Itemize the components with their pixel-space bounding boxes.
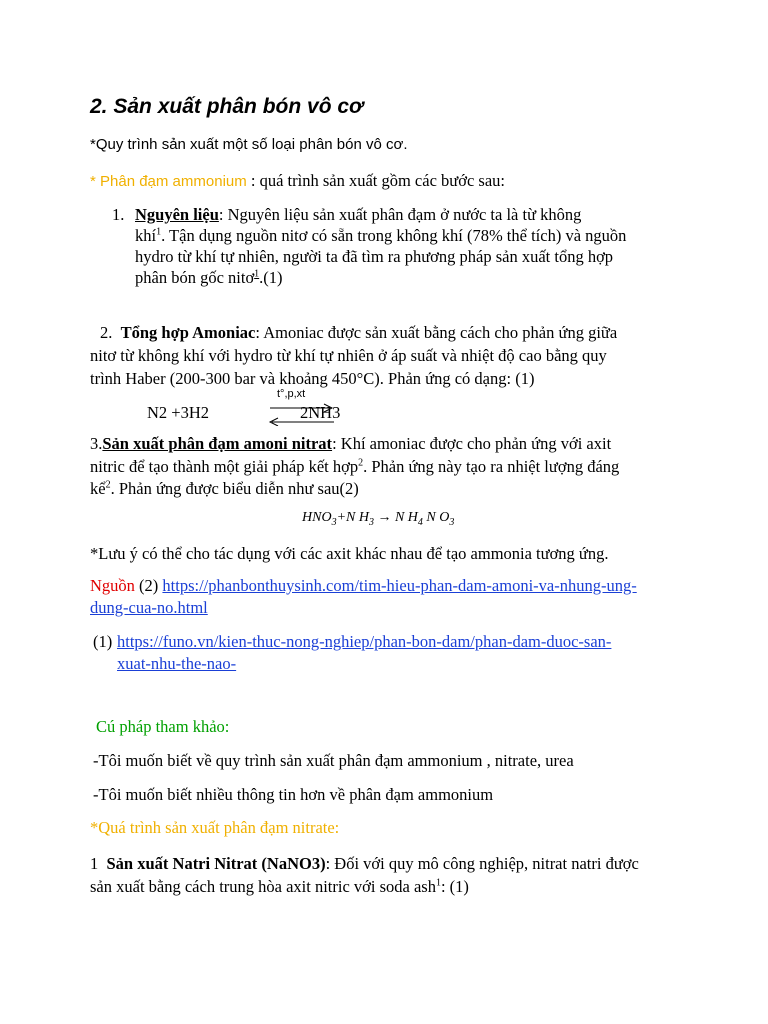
eq-arrow-icon: →: [377, 510, 392, 525]
step1-text2a: khí: [135, 226, 157, 245]
step1-text4a: phân bón gốc nitơ: [135, 268, 255, 287]
syntax-item-1: -Tôi muốn biết về quy trình sản xuất phân đạm ammonium , nitrate, urea: [93, 751, 574, 770]
source2-ref: (2): [134, 576, 163, 595]
nitrate-intro: *Quá trình sản xuất phân đạm nitrate:: [90, 818, 340, 837]
step3-text2a: nitric để tạo thành một giải pháp kết hợp: [90, 457, 359, 476]
reaction1-condition: t°,p,xt: [277, 388, 306, 400]
source2-link-cont[interactable]: dung-cua-no.html: [90, 598, 208, 617]
eq-plus: +: [336, 510, 347, 525]
step3-text3a: kể: [90, 479, 106, 498]
reaction1-left: N2 +3H2: [147, 403, 210, 422]
eq-nh-sub: 3: [368, 516, 374, 528]
ammonium-label: * Phân đạm ammonium: [90, 173, 247, 190]
source1-link-cont[interactable]: xuat-nhu-the-nao-: [117, 654, 237, 673]
section-subtitle: *Quy trình sản xuất một số loại phân bón vô cơ.: [90, 136, 408, 153]
step1-number: 1.: [112, 205, 125, 224]
step3-text2b: . Phản ứng này tạo ra nhiệt lượng đáng: [363, 457, 620, 476]
nitrate-step1-text1: : Đối với quy mô công nghiệp, nitrat natri được: [325, 854, 639, 873]
nitrate-step1-number: 1: [90, 854, 99, 873]
reaction1-right: 2NH3: [300, 403, 341, 422]
step3-text1: : Khí amoniac được cho phản ứng với axit: [332, 434, 612, 453]
eq-nh4-sub: 4: [417, 516, 423, 528]
step1-line3: hydro từ khí tự nhiên, người ta đã tìm ra phương pháp sản xuất tổng hợp: [135, 247, 614, 266]
nitrate-step1-text2b: : (1): [440, 877, 469, 896]
source1-link[interactable]: https://funo.vn/kien-thuc-nong-nghiep/phan-bon-dam/phan-dam-duoc-san-: [117, 632, 612, 651]
source1-line1[interactable]: [117, 631, 611, 653]
step3-sup1: 2: [358, 457, 364, 469]
reaction2-equation: [302, 510, 454, 528]
step3-text3b: . Phản ứng được biểu diễn như sau(2): [110, 479, 359, 498]
step2-text1: : Amoniac được sản xuất bằng cách cho phản ứng giữa: [255, 323, 618, 342]
nitrate-step1-line1: [90, 853, 639, 875]
ammonium-rest: : quá trình sản xuất gồm các bước sau:: [246, 171, 505, 190]
step3-sup2: 2: [105, 479, 111, 491]
syntax-item-2: -Tôi muốn biết nhiều thông tin hơn về phân đạm ammonium: [93, 785, 494, 804]
ammonium-intro: [90, 170, 505, 193]
step3-line3: [90, 478, 359, 500]
source2-line1: [90, 575, 637, 597]
step1-line4: [135, 267, 283, 289]
source1-line2[interactable]: [117, 653, 236, 675]
step2-number: 2.: [100, 323, 113, 342]
nitrate-step1-title: Sản xuất Natri Nitrat (NaNO3): [106, 854, 326, 873]
eq-nh4: N H: [394, 510, 418, 525]
step1-line2: [135, 225, 626, 247]
eq-hno-sub: 3: [331, 516, 337, 528]
step1-line1: [135, 204, 581, 226]
step3-line1: [90, 433, 611, 455]
step3-number: 3.: [90, 434, 103, 453]
eq-no: N O: [426, 510, 450, 525]
equilibrium-arrow-icon: [268, 402, 340, 426]
step1-sup1: 1: [156, 226, 162, 238]
nitrate-step1-line2: [90, 876, 469, 898]
step1-text2b: . Tận dụng nguồn nitơ có sẵn trong không khí (78% thể tích) và nguồn: [161, 226, 627, 245]
step1-title: Nguyên liệu: [135, 205, 219, 224]
section-heading: 2. Sản xuất phân bón vô cơ: [90, 95, 364, 118]
nitrate-step1-text2a: sản xuất bằng cách trung hòa axit nitric với soda ash: [90, 877, 436, 896]
sources-label: Nguồn: [90, 576, 135, 595]
step3-title: Sản xuất phân đạm amoni nitrat: [102, 434, 333, 453]
eq-no-sub: 3: [449, 516, 455, 528]
step1-sup2: 1: [254, 268, 260, 280]
step2-line3: trình Haber (200-300 bar và khoảng 450°C). Phản ứng có dạng: (1): [90, 369, 535, 388]
source2-line2[interactable]: [90, 597, 208, 619]
eq-hno: HNO: [302, 510, 332, 525]
nitrate-step1-sup: 1: [435, 877, 441, 889]
note-text: *Lưu ý có thể cho tác dụng với các axit khác nhau để tạo ammonia tương ứng.: [90, 544, 609, 563]
step2-line2: nitơ từ không khí với hydro từ khí tự nhiên ở áp suất và nhiệt độ cao bằng quy: [90, 346, 607, 365]
step1-text4b: .(1): [259, 268, 283, 287]
step2-line1: [100, 322, 617, 344]
syntax-title: Cú pháp tham khảo:: [96, 717, 230, 736]
step3-line2: [90, 456, 619, 478]
eq-nh: N H: [346, 510, 369, 525]
step1-text1: : Nguyên liệu sản xuất phân đạm ở nước ta là từ không: [218, 205, 582, 224]
source2-link[interactable]: https://phanbonthuysinh.com/tim-hieu-phan-dam-amoni-va-nhung-ung-: [162, 576, 637, 595]
step2-title: Tổng hợp Amoniac: [120, 323, 256, 342]
source1-ref: (1): [93, 632, 113, 651]
